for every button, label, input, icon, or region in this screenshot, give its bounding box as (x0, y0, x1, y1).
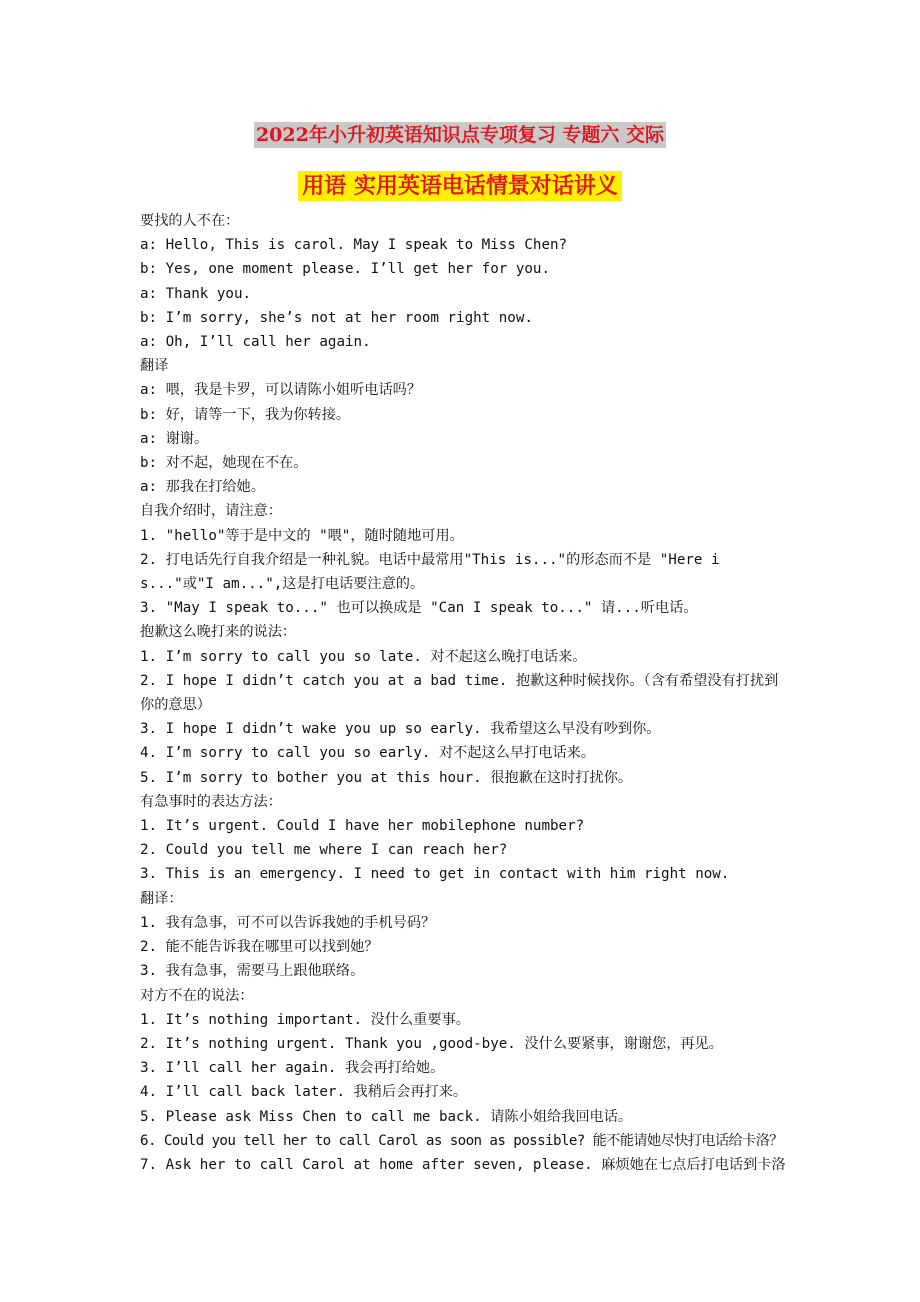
list-item: 2. Could you tell me where I can reach her? (140, 842, 508, 859)
list-item: 2. I hope I didn’t catch you at a bad time. 抱歉这种时候找你。（含有希望没有打扰到你的意思） (140, 672, 779, 714)
list-item: 3. 我有急事，需要马上跟他联络。 (140, 963, 365, 980)
list-item: 3. I hope I didn’t wake you up so early. 我希望这么早没有吵到你。 (140, 721, 661, 738)
section-heading: 翻译： (140, 890, 183, 907)
dialogue-line: a: 谢谢。 (140, 430, 209, 447)
list-item: 1. I’m sorry to call you so late. 对不起这么晚打电话来。 (140, 648, 587, 665)
list-item: 3. I’ll call her again. 我会再打给她。 (140, 1060, 445, 1077)
section-heading: 要找的人不在： (140, 213, 240, 229)
list-item: 1. It’s nothing important. 没什么重要事。 (140, 1011, 470, 1028)
list-item: 4. I’ll call back later. 我稍后会再打来。 (140, 1084, 468, 1101)
dialogue-line: b: 对不起，她现在不在。 (140, 455, 308, 472)
section-heading: 自我介绍时，请注意： (140, 503, 282, 520)
dialogue-line: b: 好，请等一下，我为你转接。 (140, 406, 351, 423)
list-item: 1. It’s urgent. Could I have her mobilephone number? (140, 818, 585, 835)
dialogue-line: a: Hello, This is carol. May I speak to Miss Chen? (140, 237, 568, 254)
list-item: 3. "May I speak to..." 也可以换成是 "Can I speak to..." 请...听电话。 (140, 600, 698, 617)
dialogue-line: a: Oh, I’ll call her again. (140, 334, 371, 351)
list-item: 4. I’m sorry to call you so early. 对不起这么早打电话来。 (140, 745, 596, 762)
list-item: 3. This is an emergency. I need to get in contact with him right now. (140, 866, 730, 883)
list-item: 7. Ask her to call Carol at home after seven, please. 麻烦她在七点后打电话到卡洛 (140, 1156, 786, 1173)
list-item: 5. I’m sorry to bother you at this hour. 很抱歉在这时打扰你。 (140, 769, 633, 786)
document-body (140, 209, 792, 1177)
title-line-1: 2022年小升初英语知识点专项复习 专题六 交际 (255, 124, 665, 146)
dialogue-line: b: I’m sorry, she’s not at her room right now. (140, 309, 533, 326)
list-item: 2. It’s nothing urgent. Thank you ,good-bye. 没什么要紧事，谢谢您，再见。 (140, 1035, 723, 1052)
dialogue-line: b: Yes, one moment please. I’ll get her for you. (140, 261, 550, 278)
dialogue-line: a: 那我在打给她。 (140, 479, 265, 496)
list-item: 2. 能不能告诉我在哪里可以找到她？ (140, 939, 379, 956)
list-item: 6. Could you tell her to call Carol as soon as possible? 能不能请她尽快打电话给卡洛？ (140, 1132, 783, 1149)
list-item: 5. Please ask Miss Chen to call me back. 请陈小姐给我回电话。 (140, 1108, 633, 1125)
section-heading: 翻译 (140, 358, 169, 375)
list-item: 1. "hello"等于是中文的 "喂"，随时随地可用。 (140, 527, 464, 544)
section-heading: 抱歉这么晚打来的说法： (140, 624, 297, 641)
list-item: 2. 打电话先行自我介绍是一种礼貌。电话中最常用"This is..."的形态而不是 "Here is..."或"I am...",这是打电话要注意的。 (140, 551, 720, 593)
list-item: 1. 我有急事，可不可以告诉我她的手机号码？ (140, 914, 436, 931)
section-heading: 对方不在的说法： (140, 987, 254, 1004)
dialogue-line: a: 喂，我是卡罗，可以请陈小姐听电话吗？ (140, 382, 422, 399)
dialogue-line: a: Thank you. (140, 285, 252, 302)
section-heading: 有急事时的表达方法： (140, 793, 282, 810)
title-line-2: 用语 实用英语电话情景对话讲义 (0, 170, 920, 202)
